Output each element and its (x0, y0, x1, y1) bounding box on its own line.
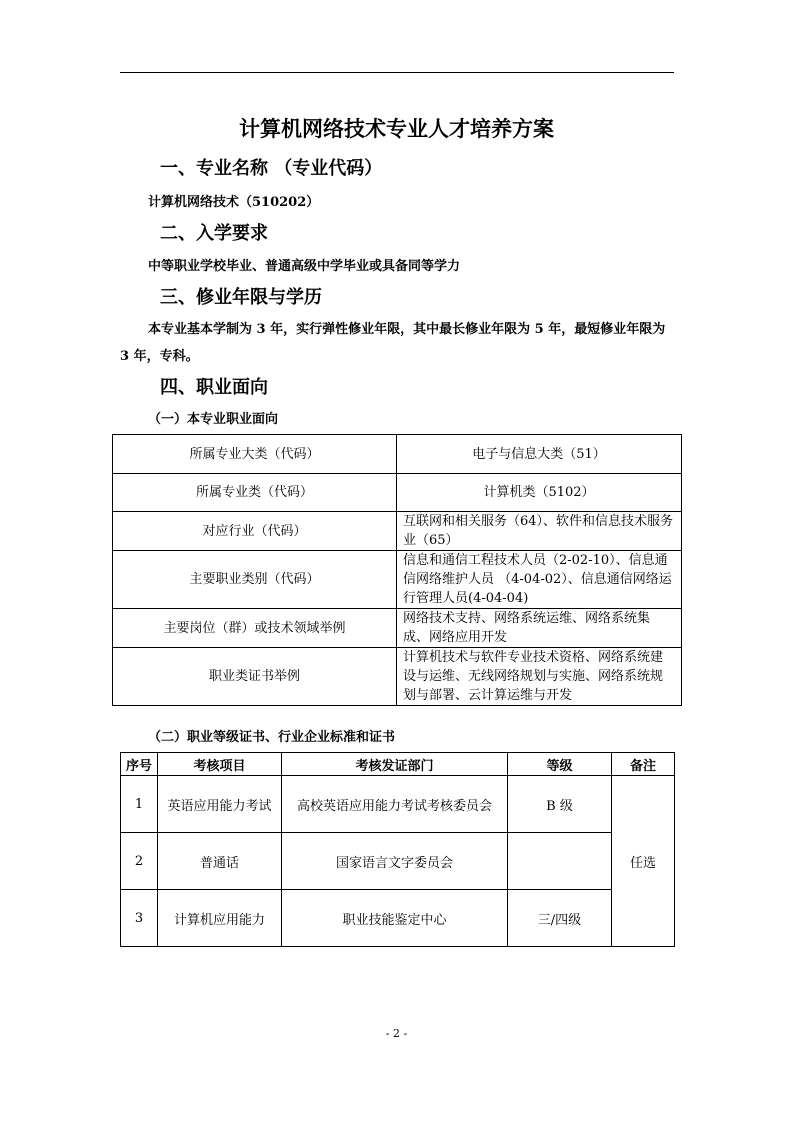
row-value: 网络技术支持、网络系统运维、网络系统集成、网络应用开发 (397, 609, 682, 648)
table-row (113, 435, 682, 474)
subsection-1-heading: （一）本专业职业面向 (148, 412, 279, 427)
table-row (121, 890, 675, 947)
header-no: 序号 (121, 753, 158, 776)
row-label: 主要岗位（群）或技术领域举例 (113, 609, 397, 648)
cell-item: 普通话 (158, 833, 282, 890)
cell-item: 计算机应用能力 (158, 890, 282, 947)
cell-dept: 职业技能鉴定中心 (282, 890, 508, 947)
cell-item: 英语应用能力考试 (158, 776, 282, 833)
table-row (113, 609, 682, 648)
row-label: 所属专业大类（代码） (113, 435, 397, 474)
table-row (113, 474, 682, 512)
table-row (121, 833, 675, 890)
document-title: 计算机网络技术专业人才培养方案 (239, 116, 554, 141)
cell-remark: 任选 (612, 776, 675, 947)
row-value: 计算机技术与软件专业技术资格、网络系统建设与运维、无线网络规划与实施、网络系统规划与部署、云计算运维与开发 (397, 648, 682, 706)
cell-no: 1 (121, 776, 158, 833)
cell-no: 3 (121, 890, 158, 947)
table-row (113, 551, 682, 609)
row-value: 互联网和相关服务（64）、软件和信息技术服务业（65） (397, 512, 682, 551)
row-value: 电子与信息大类（51） (397, 435, 682, 474)
header-remark: 备注 (612, 753, 675, 776)
row-label: 所属专业类（代码） (113, 474, 397, 512)
header-rule (120, 72, 674, 73)
row-label: 主要职业类别（代码） (113, 551, 397, 609)
header-dept: 考核发证部门 (282, 753, 508, 776)
cell-dept: 高校英语应用能力考试考核委员会 (282, 776, 508, 833)
row-label: 职业类证书举例 (113, 648, 397, 706)
table-header-row (121, 753, 675, 776)
table-row (121, 776, 675, 833)
section-2-text: 中等职业学校毕业、普通高级中学毕业或具备同等学力 (148, 259, 461, 274)
section-1-text: 计算机网络技术（510202） (148, 195, 320, 210)
table-row (113, 648, 682, 706)
cell-dept: 国家语言文字委员会 (282, 833, 508, 890)
row-value: 计算机类（5102） (397, 474, 682, 512)
cell-level (508, 833, 612, 890)
row-value: 信息和通信工程技术人员（2-02-10）、信息通信网络维护人员 （4-04-02）、信息通信网络运行管理人员(4-04-04) (397, 551, 682, 609)
cell-level: B 级 (508, 776, 612, 833)
section-3-text: 本专业基本学制为 3 年，实行弹性修业年限，其中最长修业年限为 5 年，最短修业年限为 3 年，专科。 (120, 322, 666, 364)
section-1-heading: 一、专业名称 （专业代码） (160, 158, 383, 179)
header-item: 考核项目 (158, 753, 282, 776)
cell-level: 三/四级 (508, 890, 612, 947)
career-orientation-table (112, 434, 682, 706)
section-4-heading: 四、职业面向 (160, 377, 268, 398)
row-label: 对应行业（代码） (113, 512, 397, 551)
table-row (113, 512, 682, 551)
page-number: - 2 - (385, 1027, 408, 1040)
certificate-table (120, 752, 675, 947)
section-3-heading: 三、修业年限与学历 (160, 287, 322, 308)
subsection-2-heading: （二）职业等级证书、行业企业标准和证书 (148, 730, 396, 745)
cell-no: 2 (121, 833, 158, 890)
header-level: 等级 (508, 753, 612, 776)
section-2-heading: 二、入学要求 (160, 223, 268, 244)
